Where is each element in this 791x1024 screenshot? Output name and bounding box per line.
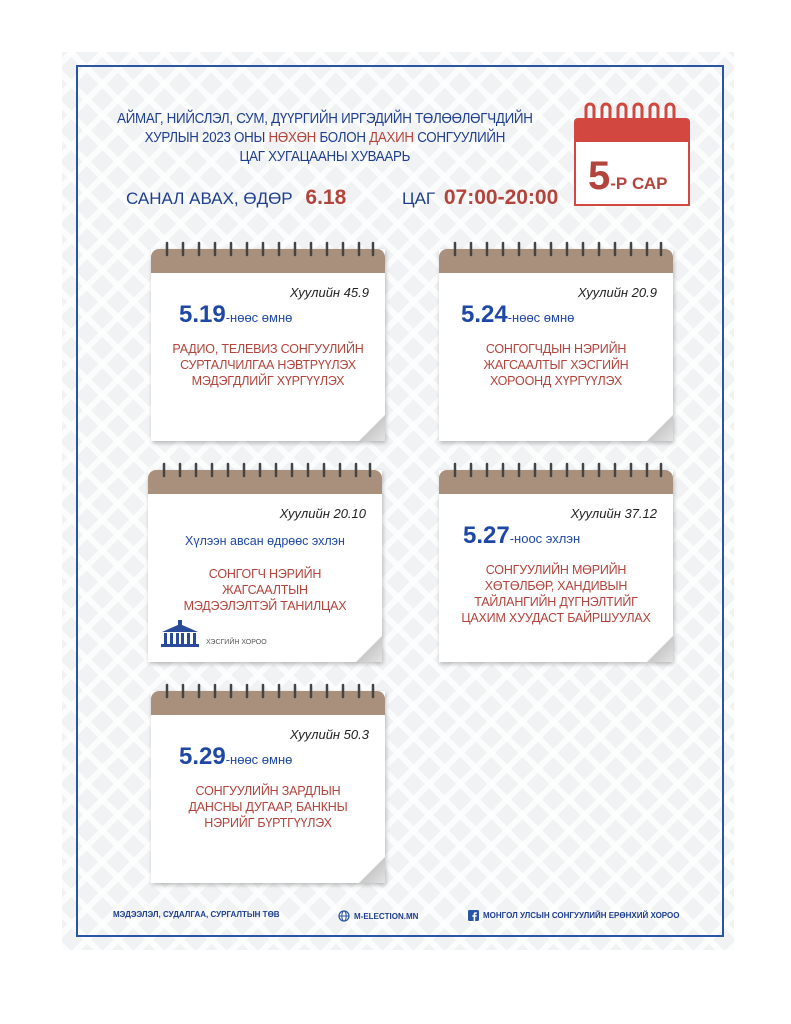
card-date: 5.27-ноос эхлэн bbox=[463, 522, 581, 549]
law-reference: Хуулийн 20.10 bbox=[279, 506, 366, 521]
law-reference: Хуулийн 37.12 bbox=[570, 506, 657, 521]
law-reference: Хуулийн 20.9 bbox=[577, 285, 657, 300]
title-line-3: ЦАГ ХУГАЦААНЫ ХУВААРЬ bbox=[239, 149, 411, 165]
page-title bbox=[116, 110, 534, 167]
schedule-card bbox=[439, 249, 673, 441]
law-reference: Хуулийн 50.3 bbox=[289, 727, 369, 742]
vote-time-label: ЦАГ bbox=[402, 189, 436, 208]
schedule-card bbox=[151, 691, 385, 883]
government-building-icon bbox=[160, 620, 200, 648]
globe-icon bbox=[338, 910, 350, 922]
footer-facebook[interactable]: МОНГОЛ УЛСЫН СОНГУУЛИЙН ЕРӨНХИЙ ХОРОО bbox=[468, 910, 679, 921]
committee-label: ХЭСГИЙН ХОРОО bbox=[206, 639, 267, 646]
facebook-icon bbox=[468, 910, 479, 921]
page-curl bbox=[647, 415, 673, 441]
vote-time bbox=[402, 186, 558, 210]
card-description: СОНГОГЧДЫН НЭРИЙН ЖАГСААЛТЫГ ХЭСГИЙН ХОРООНД ХҮРГҮҮЛЭХ bbox=[483, 342, 629, 388]
committee-logo bbox=[160, 620, 267, 648]
title-line-2: ХУРЛЫН 2023 ОНЫ НӨХӨН БОЛОН ДАХИН СОНГУУЛИЙН bbox=[144, 130, 506, 146]
card-date: 5.29-нөөс өмнө bbox=[179, 743, 293, 770]
card-description: СОНГУУЛИЙН ЗАРДЛЫН ДАНСНЫ ДУГААР, БАНКНЫ НЭРИЙГ БҮРТГҮҮЛЭХ bbox=[188, 784, 348, 830]
schedule-card bbox=[439, 470, 673, 662]
page-curl bbox=[647, 636, 673, 662]
calendar-rings bbox=[584, 102, 684, 128]
card-date: 5.19-нөөс өмнө bbox=[179, 301, 293, 328]
law-reference: Хуулийн 45.9 bbox=[289, 285, 369, 300]
vote-time-value: 07:00-20:00 bbox=[443, 186, 559, 209]
page-curl bbox=[356, 636, 382, 662]
vote-day bbox=[126, 186, 346, 210]
card-start-note: Хүлээн авсан өдрөөс эхлэн bbox=[185, 534, 345, 548]
vote-day-value: 6.18 bbox=[305, 186, 347, 209]
card-description: РАДИО, ТЕЛЕВИЗ СОНГУУЛИЙН СУРТАЛЧИЛГАА НЭВТРҮҮЛЭХ МЭДЭГДЛИЙГ ХҮРГҮҮЛЭХ bbox=[172, 342, 364, 388]
card-date: 5.24-нөөс өмнө bbox=[461, 301, 575, 328]
title-line-1: АЙМАГ, НИЙСЛЭЛ, СУМ, ДҮҮРГИЙН ИРГЭДИЙН ТӨЛӨӨЛӨГЧДИЙН bbox=[117, 111, 533, 127]
vote-day-label: САНАЛ АВАХ, ӨДӨР bbox=[126, 189, 293, 208]
footer-research-center: МЭДЭЭЛЭЛ, СУДАЛГАА, СУРГАЛТЫН ТӨВ bbox=[113, 910, 280, 919]
footer-website[interactable]: M-ELECTION.MN bbox=[338, 910, 418, 922]
calendar-month: 5-Р САР bbox=[588, 154, 668, 198]
page-curl bbox=[359, 415, 385, 441]
calendar-icon bbox=[574, 118, 690, 206]
card-description: СОНГОГЧ НЭРИЙН ЖАГСААЛТЫН МЭДЭЭЛЭЛТЭЙ ТАНИЛЦАХ bbox=[183, 567, 347, 613]
schedule-card bbox=[151, 249, 385, 441]
card-description: СОНГУУЛИЙН МӨРИЙН ХӨТӨЛБӨР, ХАНДИВЫН ТАЙЛАНГИЙН ДҮГНЭЛТИЙГ ЦАХИМ ХУУДАСТ БАЙРШУУЛАХ bbox=[461, 563, 651, 625]
schedule-card bbox=[148, 470, 382, 662]
page-curl bbox=[359, 857, 385, 883]
